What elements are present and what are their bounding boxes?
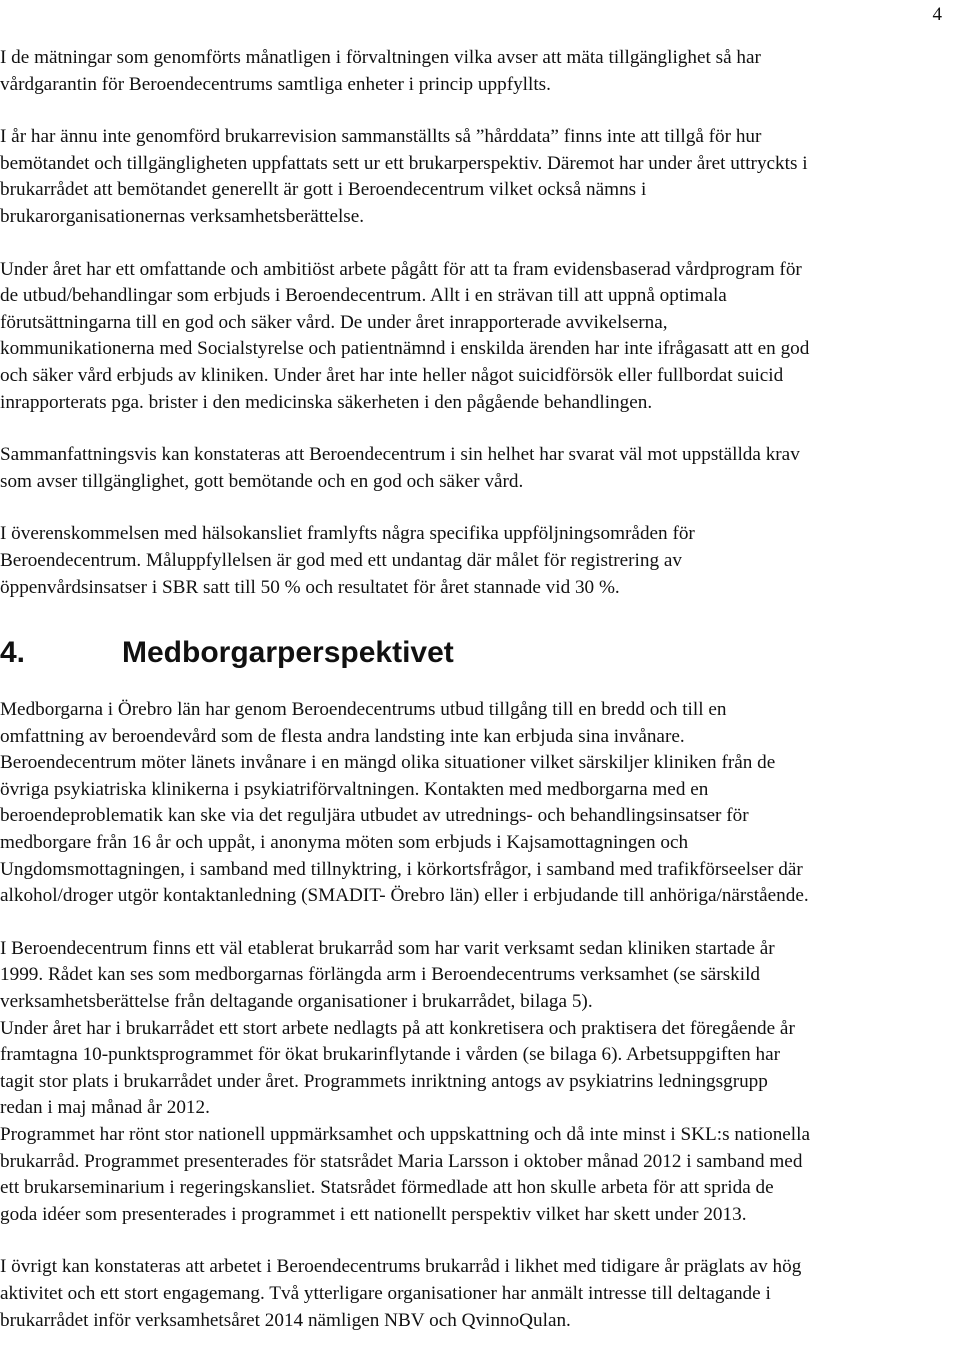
text-line: Under året har ett omfattande och ambitiöst arbete pågått för att ta fram evidensbaserad vårdprogram för: [0, 258, 802, 280]
paragraph: [0, 257, 958, 417]
text-line: 1999. Rådet kan ses som medborgarnas förlängda arm i Beroendecentrums verksamhet (se särskild: [0, 964, 761, 986]
text-line: tagit stor plats i brukarrådet under året. Programmets inriktning antogs av psykiatrins ledningsgrupp: [0, 1070, 768, 1092]
paragraph: [0, 124, 958, 230]
text-line: Under året har i brukarrådet ett stort arbete nedlagts på att konkretisera och praktisera det föregående år: [0, 1017, 795, 1039]
text-line: I de mätningar som genomförts månatligen i förvaltningen vilka avser att mäta tillgänglighet så har: [0, 47, 761, 68]
text-line: Sammanfattningsvis kan konstateras att Beroendecentrum i sin helhet har svarat väl mot uppställda krav: [0, 444, 800, 466]
text-line: aktivitet och ett stort engagemang. Två ytterligare organisationer har anmält intresse till deltagande i: [0, 1282, 771, 1304]
text-line: Medborgarna i Örebro län har genom Beroendecentrums utbud tillgång till en bredd och till en: [0, 699, 727, 721]
text-line: framtagna 10-punktsprogrammet för ökat brukarinflytande i vården (se bilaga 6). Arbetsuppgiften har: [0, 1044, 781, 1066]
section-number: 4.: [0, 636, 26, 670]
paragraph: [0, 45, 958, 98]
text-line: brukarrådet att bemötandet generellt är gott i Beroendecentrum vilket också nämns i: [0, 179, 647, 201]
text-line: vårdgarantin för Beroendecentrums samtliga enheter i princip uppfyllts.: [0, 73, 551, 95]
text-line: omfattning av beroendevård som de flesta andra landsting inte kan erbjuda sina invånare.: [0, 725, 685, 747]
paragraph: [0, 521, 958, 601]
text-line: verksamhetsberättelse från deltagande organisationer i brukarrådet, bilaga 5).: [0, 991, 593, 1013]
text-line: brukarrådet inför verksamhetsåret 2014 nämligen NBV och QvinnoQulan.: [0, 1309, 571, 1331]
section-heading: [0, 635, 958, 671]
text-line: I övrigt kan konstateras att arbetet i Beroendecentrums brukarråd i likhet med tidigare år präglats av hög: [0, 1256, 802, 1278]
text-line: bemötandet och tillgängligheten uppfattats sett ur ett brukarperspektiv. Däremot har under året uttryckts i: [0, 152, 808, 174]
text-line: de utbud/behandlingar som erbjuds i Beroendecentrum. Allt i en strävan till att uppnå optimala: [0, 285, 727, 307]
text-line: redan i maj månad år 2012.: [0, 1097, 210, 1119]
text-line: övriga psykiatriska klinikerna i psykiatriförvaltningen. Kontakten med medborgarna med en: [0, 778, 709, 800]
paragraph: [0, 936, 958, 1229]
text-line: alkohol/droger utgör kontaktanledning (SMADIT- Örebro län) eller i erbjudande till anhöriga/närstående.: [0, 885, 809, 907]
text-line: Beroendecentrum. Måluppfyllelsen är god med ett undantag där målet för registrering av: [0, 549, 682, 571]
text-line: och säker vård erbjuds av kliniken. Under året har inte heller något suicidförsök eller fullbordat suicid: [0, 364, 784, 386]
text-line: som avser tillgänglighet, gott bemötande och en god och säker vård.: [0, 470, 524, 492]
intro-paragraphs: [0, 45, 958, 601]
section-title: Medborgarperspektivet: [122, 636, 454, 670]
text-line: brukarråd. Programmet presenterades för statsrådet Maria Larsson i oktober månad 2012 i samband med: [0, 1150, 803, 1172]
page-content: [0, 45, 958, 1360]
text-line: Programmet har rönt stor nationell uppmärksamhet och uppskattning och då inte minst i SKL:s nationella: [0, 1124, 810, 1145]
text-line: kommunikationerna med Socialstyrelse och patientnämnd i enskilda ärenden har inte ifrågasatt att en god: [0, 338, 810, 360]
paragraph: [0, 442, 958, 495]
text-line: Ungdomsmottagningen, i samband med tillnyktring, i körkortsfrågor, i samband med trafikförseelser där: [0, 858, 803, 880]
paragraph: [0, 697, 958, 910]
section-paragraphs: [0, 697, 958, 1334]
text-line: öppenvårdsinsatser i SBR satt till 50 % och resultatet för året stannade vid 30 %.: [0, 576, 620, 598]
text-line: goda idéer som presenterades i programmet i ett nationellt perspektiv vilket har skett under 2013.: [0, 1203, 747, 1225]
text-line: I år har ännu inte genomförd brukarrevision sammanställts så ”hårddata” finns inte att tillgå för hur: [0, 126, 762, 148]
text-line: ett brukarseminarium i regeringskansliet. Statsrådet förmedlade att hon skulle arbeta för att sprida de: [0, 1177, 774, 1199]
text-line: medborgare från 16 år och uppåt, i anonyma möten som erbjuds i Kajsamottagningen och: [0, 832, 689, 854]
text-line: inrapporterats pga. brister i den medicinska säkerheten i den pågående behandlingen.: [0, 391, 653, 413]
text-line: I Beroendecentrum finns ett väl etablerat brukarråd som har varit verksamt sedan kliniken startade år: [0, 937, 775, 959]
text-line: I överenskommelsen med hälsokansliet framlyfts några specifika uppföljningsområden för: [0, 523, 695, 545]
text-line: brukarorganisationernas verksamhetsberättelse.: [0, 205, 365, 227]
page-number: 4: [932, 4, 942, 25]
text-line: beroendeproblematik kan ske via det reguljära utbudet av utrednings- och behandlingsinsatser för: [0, 805, 749, 827]
text-line: förutsättningarna till en god och säker vård. De under året inrapporterade avvikelserna,: [0, 311, 668, 333]
paragraph: [0, 1254, 958, 1334]
text-line: Beroendecentrum möter länets invånare i en mängd olika situationer vilket särskiljer kliniken från de: [0, 752, 776, 774]
